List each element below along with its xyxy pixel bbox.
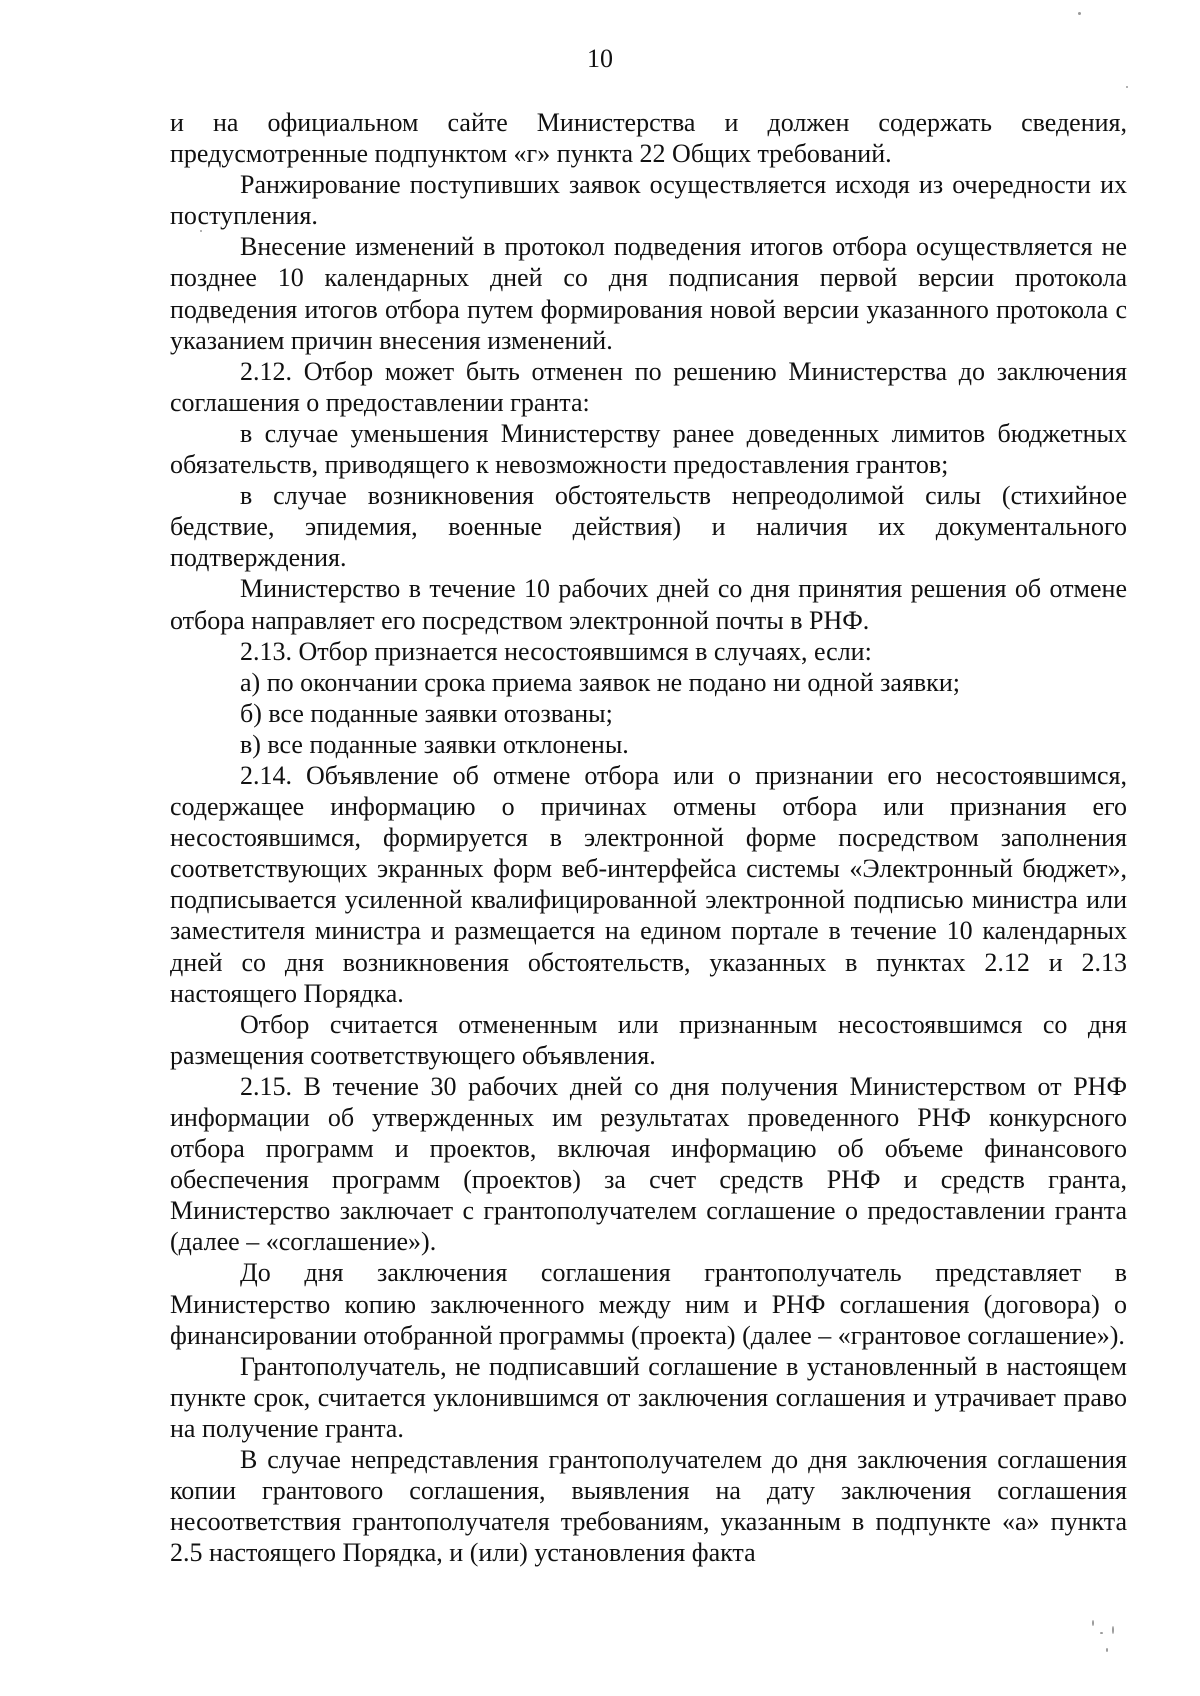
clause-2-15: 2.15. В течение 30 рабочих дней со дня получения Министерством от РНФ информации об утвержденных им результатах проведенного РНФ конкурсного отбора программ и проектов, включая информацию об объеме финансового обеспечения программ (проектов) за счет средств РНФ и средств гранта, Министерство заключает с грантополучателем соглашение о предоставлении гранта (далее – «соглашение»). <box>170 1071 1127 1257</box>
clause-2-13-item-c: в) все поданные заявки отклонены. <box>240 729 629 759</box>
scan-speck <box>1106 1648 1108 1652</box>
paragraph-protocol-changes: Внесение изменений в протокол подведения итогов отбора осуществляется не позднее 10 календарных дней со дня подписания первой версии протокола подведения итогов отбора путем формирования новой версии указанного протокола с указанием причин внесения изменений. <box>170 232 1127 355</box>
paragraph-ranking: Ранжирование поступивших заявок осуществляется исходя из очередности их поступления. <box>170 170 1127 231</box>
paragraph-selection-cancelled: Отбор считается отмененным или признанным несостоявшимся со дня размещения соответствующего объявления. <box>170 1009 1127 1070</box>
clause-2-13-item-b: б) все поданные заявки отозваны; <box>240 698 613 728</box>
paragraph-continuation: и на официальном сайте Министерства и должен содержать сведения, предусмотренные подпунктом «г» пункта 22 Общих требований. <box>170 108 1127 169</box>
clause-2-14: 2.14. Объявление об отмене отбора или о признании его несостоявшимся, содержащее информацию о причинах отмены отбора или признания его несостоявшимся, формируется в электронной форме посредством заполнения соответствующих экранных форм веб-интерфейса системы «Электронный бюджет», подписывается усиленной квалифицированной электронной подписью министра или заместителя министра и размещается на едином портале в течение 10 календарных дней со дня возникновения обстоятельств, указанных в пунктах 2.12 и 2.13 настоящего Порядка. <box>170 760 1127 1008</box>
paragraph-non-submission: В случае непредставления грантополучателем до дня заключения соглашения копии грантового соглашения, выявления на дату заключения соглашения несоответствия грантополучателя требованиям, указанным в подпункте «а» пункта 2.5 настоящего Порядка, и (или) установления факта <box>170 1445 1127 1568</box>
document-body <box>170 107 1127 1568</box>
scan-speck <box>200 230 202 232</box>
scan-speck <box>1100 1632 1103 1634</box>
clause-2-12-case-force-majeure: в случае возникновения обстоятельств непреодолимой силы (стихийное бедствие, эпидемия, военные действия) и наличия их документального подтверждения. <box>170 481 1127 573</box>
page-number: 10 <box>587 44 613 73</box>
clause-2-12-case-limits: в случае уменьшения Министерству ранее доведенных лимитов бюджетных обязательств, приводящего к невозможности предоставления грантов; <box>170 418 1127 480</box>
paragraph-evasion: Грантополучатель, не подписавший соглашение в установленный в настоящем пункте срок, считается уклонившимся от заключения соглашения и утрачивает право на получение гранта. <box>170 1351 1127 1443</box>
clause-2-13: 2.13. Отбор признается несостоявшимся в случаях, если: <box>240 636 872 666</box>
paragraph-ministry-notice: Министерство в течение 10 рабочих дней со дня принятия решения об отмене отбора направляет его посредством электронной почты в РНФ. <box>170 574 1127 635</box>
scan-speck <box>1092 1620 1094 1626</box>
clause-2-12: 2.12. Отбор может быть отменен по решению Министерства до заключения соглашения о предоставлении гранта: <box>170 356 1127 417</box>
paragraph-grant-agreement-copy: До дня заключения соглашения грантополучатель представляет в Министерство копию заключенного между ним и РНФ соглашения (договора) о финансировании отобранной программы (проекта) (далее – «грантовое соглашение»). <box>170 1258 1127 1350</box>
clause-2-13-item-a: а) по окончании срока приема заявок не подано ни одной заявки; <box>240 667 960 697</box>
scan-speck <box>1078 12 1081 15</box>
scan-speck <box>1112 1626 1114 1634</box>
scan-speck <box>1126 86 1128 88</box>
